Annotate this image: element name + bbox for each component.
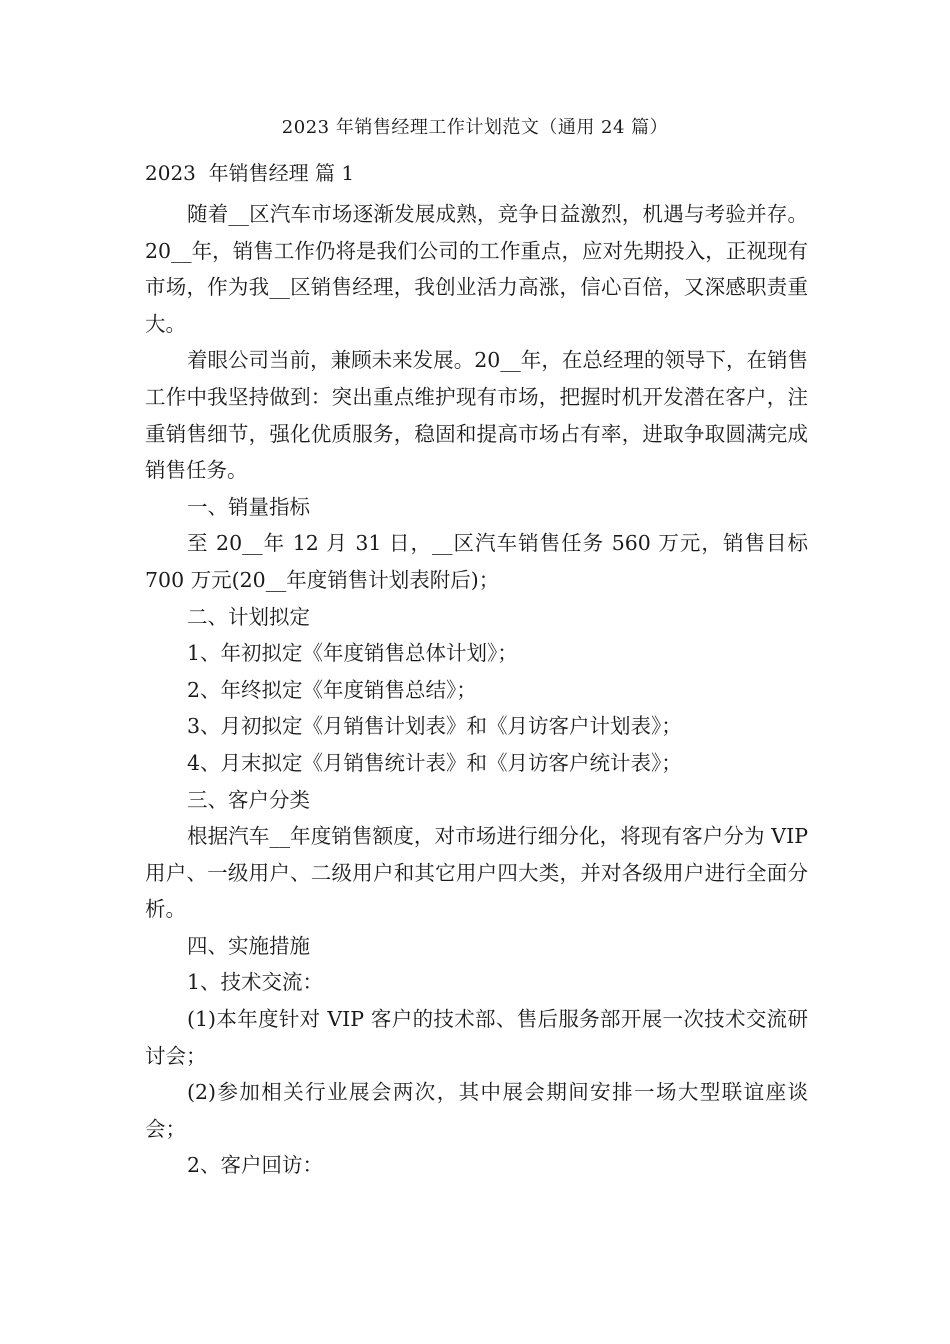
- list-heading: 一、销量指标: [187, 494, 310, 519]
- paragraph: 至 20__年 12 月 31 日，__区汽车销售任务 560 万元，销售目标 700 万元(20__年度销售计划表附后)；: [145, 531, 808, 592]
- list-item: (2)参加相关行业展会两次，其中展会期间安排一场大型联谊座谈会；: [145, 1080, 808, 1141]
- list-heading: 四、实施措施: [187, 933, 310, 958]
- list-item: 3、月初拟定《月销售计划表》和《月访客户计划表》；: [187, 714, 682, 739]
- list-item: 4、月末拟定《月销售统计表》和《月访客户统计表》；: [187, 750, 682, 775]
- list-item: (1)本年度针对 VIP 客户的技术部、售后服务部开展一次技术交流研讨会；: [145, 1007, 808, 1068]
- list-item: 1、技术交流：: [187, 970, 324, 995]
- list-item: 2、客户回访：: [187, 1153, 324, 1178]
- section-heading: 2023 年销售经理 篇 1: [145, 161, 355, 185]
- paragraph: 根据汽车__年度销售额度，对市场进行细分化，将现有客户分为 VIP 用户、一级用户、二级用户和其它用户四大类，并对各级用户进行全面分析。: [145, 824, 808, 922]
- document-body: [145, 196, 808, 1184]
- paragraph: 着眼公司当前，兼顾未来发展。20__年，在总经理的领导下，在销售工作中我坚持做到：突出重点维护现有市场，把握时机开发潜在客户，注重销售细节，强化优质服务，稳固和提高市场占有率，进取争取圆满完成销售任务。: [145, 348, 808, 483]
- list-item: 1、年初拟定《年度销售总体计划》；: [187, 641, 518, 666]
- list-heading: 二、计划拟定: [187, 604, 310, 629]
- paragraph: 随着__区汽车市场逐渐发展成熟，竞争日益激烈，机遇与考验并存。20__年，销售工作仍将是我们公司的工作重点，应对先期投入，正视现有市场，作为我__区销售经理，我创业活力高涨，信心百倍，又深感职责重大。: [145, 202, 808, 336]
- list-heading: 三、客户分类: [187, 787, 310, 812]
- document-title: 2023 年销售经理工作计划范文（通用 24 篇）: [281, 117, 669, 138]
- list-item: 2、年终拟定《年度销售总结》；: [187, 677, 477, 702]
